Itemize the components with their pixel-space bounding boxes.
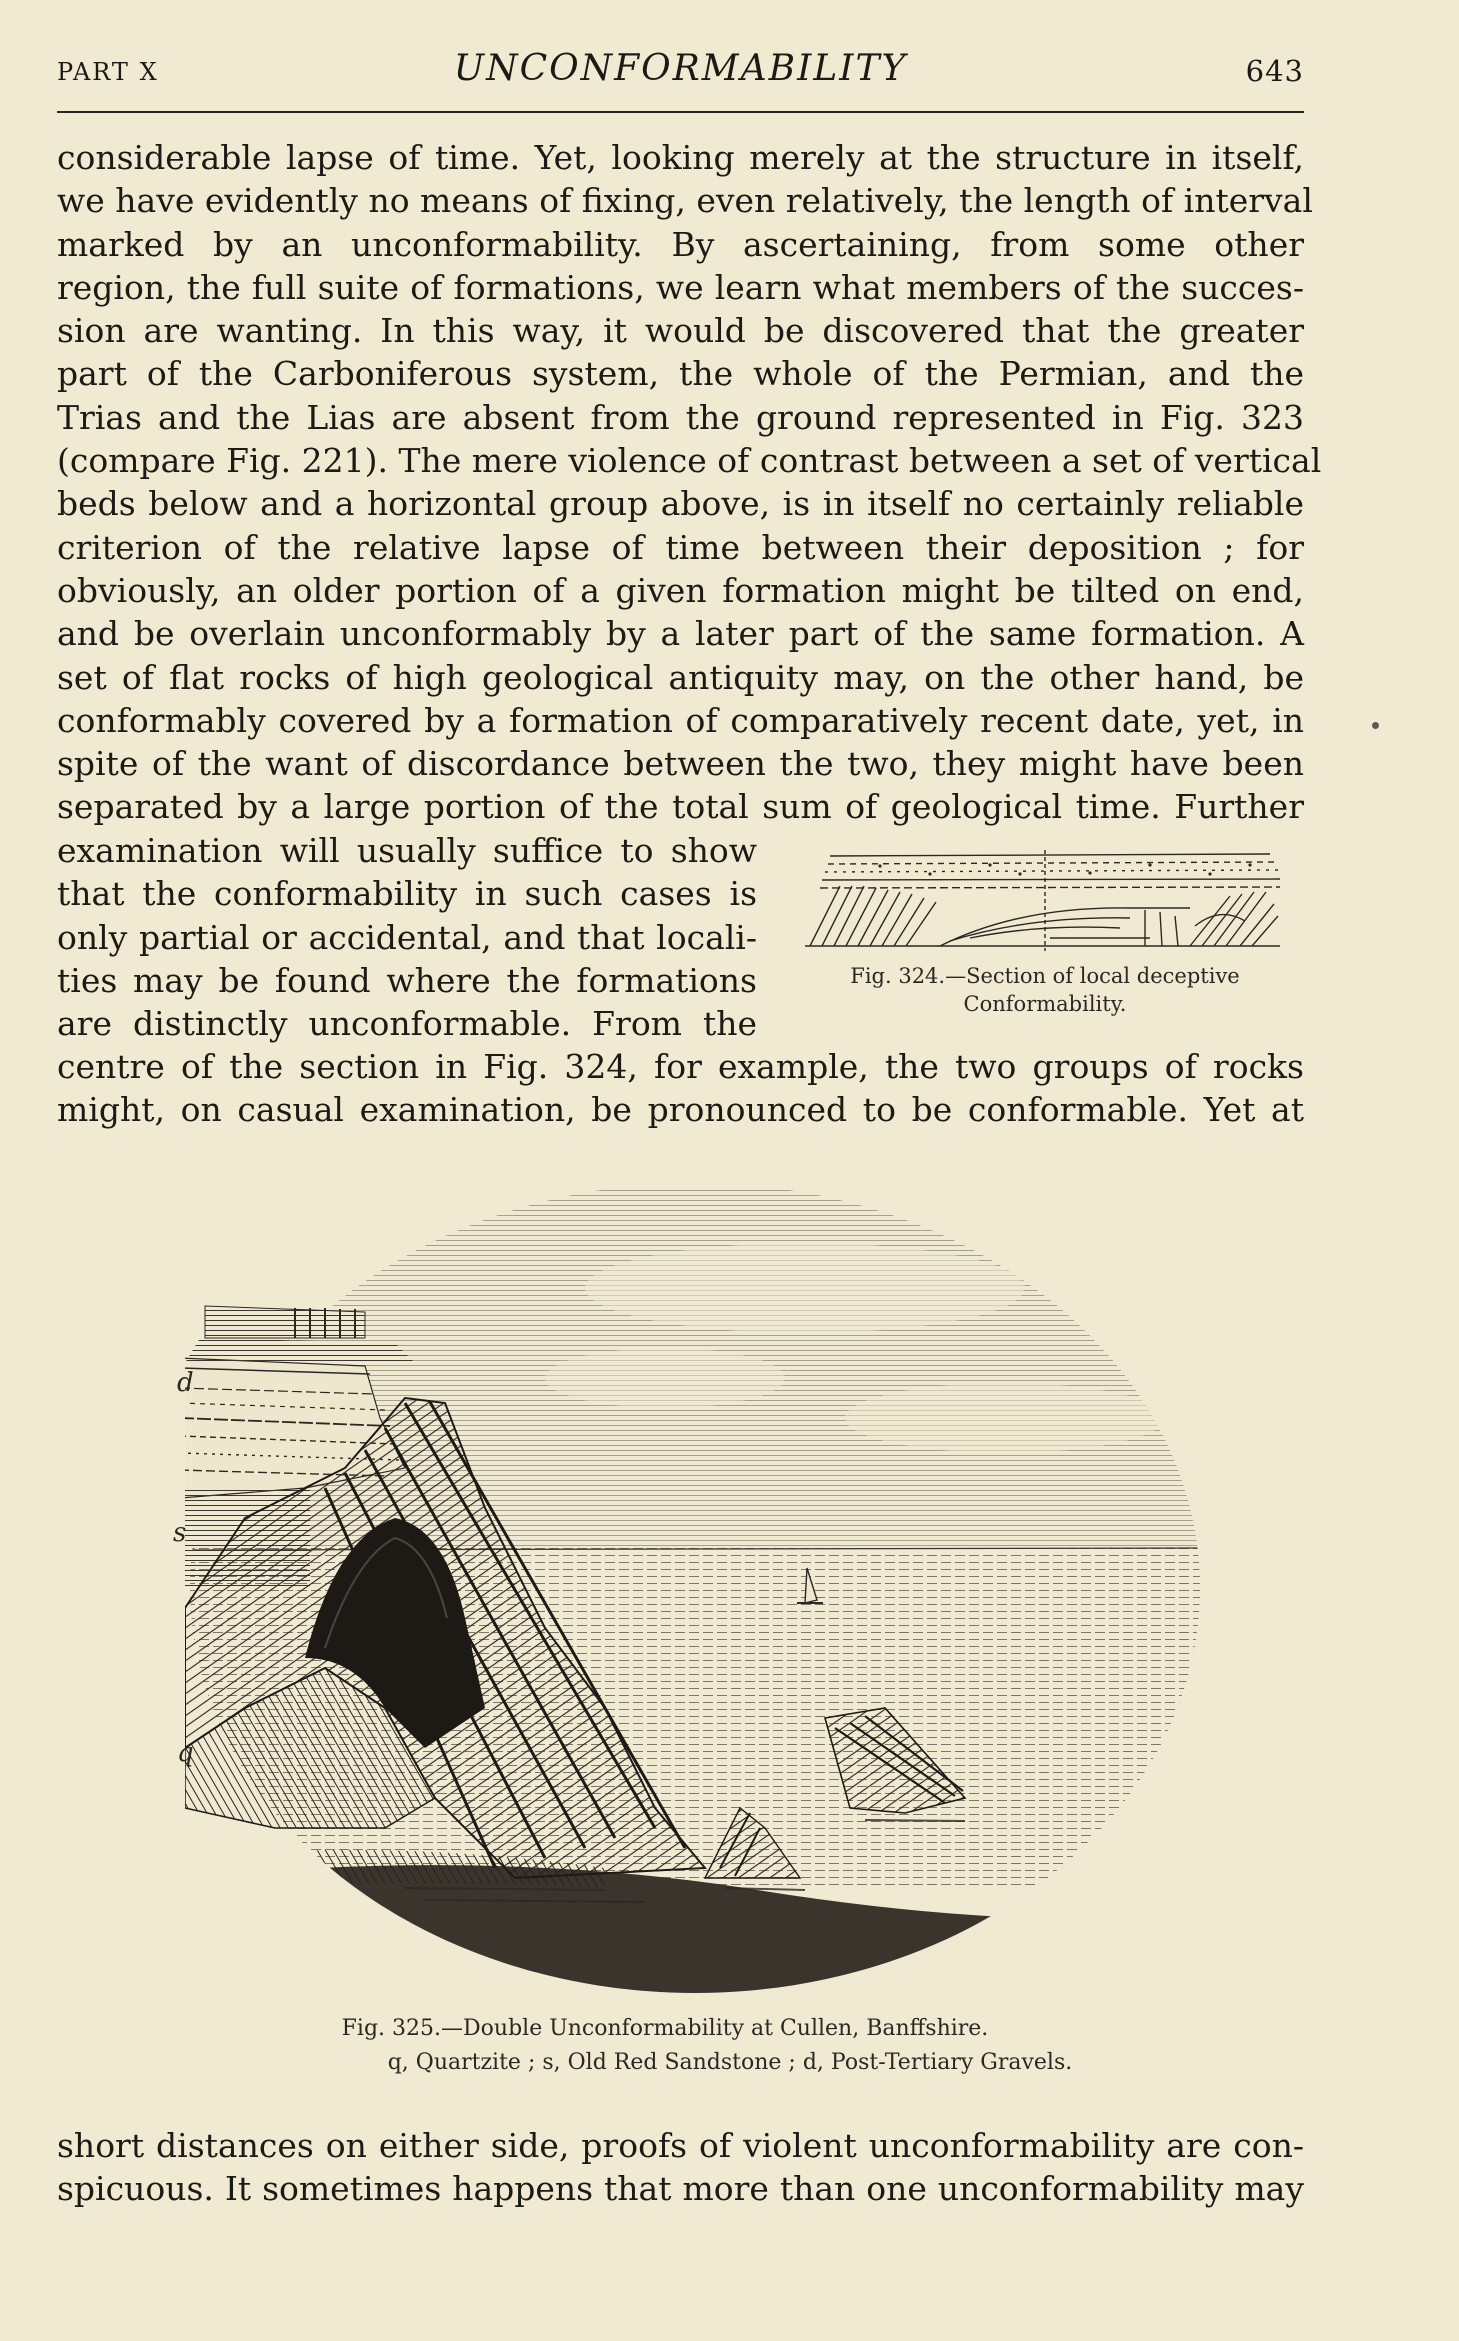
text-line: short distances on either side, proofs of violent unconformability are con- [57,2126,1304,2165]
figure-325-label-q: q [177,1738,194,1768]
figure-324-section-diagram [800,846,1290,956]
header-rule [57,111,1304,113]
header-part: PART X [57,58,159,86]
figure-325-engraving [185,1188,1205,2003]
running-header [57,48,1304,94]
text-line: sion are wanting. In this way, it would be discovered that the greater [57,311,1304,351]
figure-324-caption-line1: Fig. 324.—Section of local deceptive [850,964,1240,988]
figure-324-caption [790,962,1300,1018]
paragraph-final [57,2124,1304,2211]
text-line: only partial or accidental, and that locali- [57,917,757,957]
text-line: spite of the want of discordance between the two, they might have been [57,744,1304,784]
text-line: we have evidently no means of fixing, even relatively, the length of interval [57,181,1313,221]
figure-325-caption [200,2012,1260,2080]
text-line: obviously, an older portion of a given formation might be tilted on end, [57,570,1304,610]
text-line: ties may be found where the formations [57,960,757,1000]
paragraph-main [57,136,1322,829]
figure-325-caption-line2: q, Quartzite ; s, Old Red Sandstone ; d, Post-Tertiary Gravels. [387,2050,1073,2075]
text-line: part of the Carboniferous system, the whole of the Permian, and the [57,354,1304,394]
text-line: (compare Fig. 221). The mere violence of contrast between a set of vertical [57,441,1322,481]
text-line: that the conformability in such cases is [57,874,757,914]
figure-325-label-d: d [177,1368,194,1398]
header-page-number: 643 [1245,54,1304,88]
text-line: centre of the section in Fig. 324, for example, the two groups of rocks [57,1047,1304,1086]
text-line: are distinctly unconformable. From the [57,1004,757,1044]
text-line: might, on casual examination, be pronounced to be conformable. Yet at [57,1090,1304,1130]
text-line: region, the full suite of formations, we learn what members of the succes- [57,267,1304,307]
text-line: set of flat rocks of high geological antiquity may, on the other hand, be [57,657,1304,697]
figure-325 [173,1188,1205,2003]
text-line: spicuous. It sometimes happens that more than one unconformability may [57,2169,1304,2209]
figure-324-caption-line2: Conformability. [963,992,1127,1016]
figure-325-label-s: s [173,1518,187,1548]
text-line: and be overlain unconformably by a later part of the same formation. A [57,614,1304,654]
paper-speck [1372,722,1379,729]
text-line: examination will usually suffice to show [57,831,757,870]
text-line: marked by an unconformability. By ascertaining, from some other [57,224,1304,264]
paragraph-after-wrap [57,1045,1304,1132]
text-line: Trias and the Lias are absent from the ground represented in Fig. 323 [57,397,1304,437]
text-line: conformably covered by a formation of comparatively recent date, yet, in [57,700,1304,740]
text-line: separated by a large portion of the total sum of geological time. Further [57,787,1304,827]
text-line: beds below and a horizontal group above, is in itself no certainly reliable [57,484,1304,524]
text-line: criterion of the relative lapse of time between their deposition ; for [57,527,1304,567]
figure-325-caption-line1: Fig. 325.—Double Unconformability at Cullen, Banffshire. [341,2016,989,2041]
header-title: UNCONFORMABILITY [453,48,908,89]
text-line: considerable lapse of time. Yet, looking merely at the structure in itself, [57,138,1304,177]
